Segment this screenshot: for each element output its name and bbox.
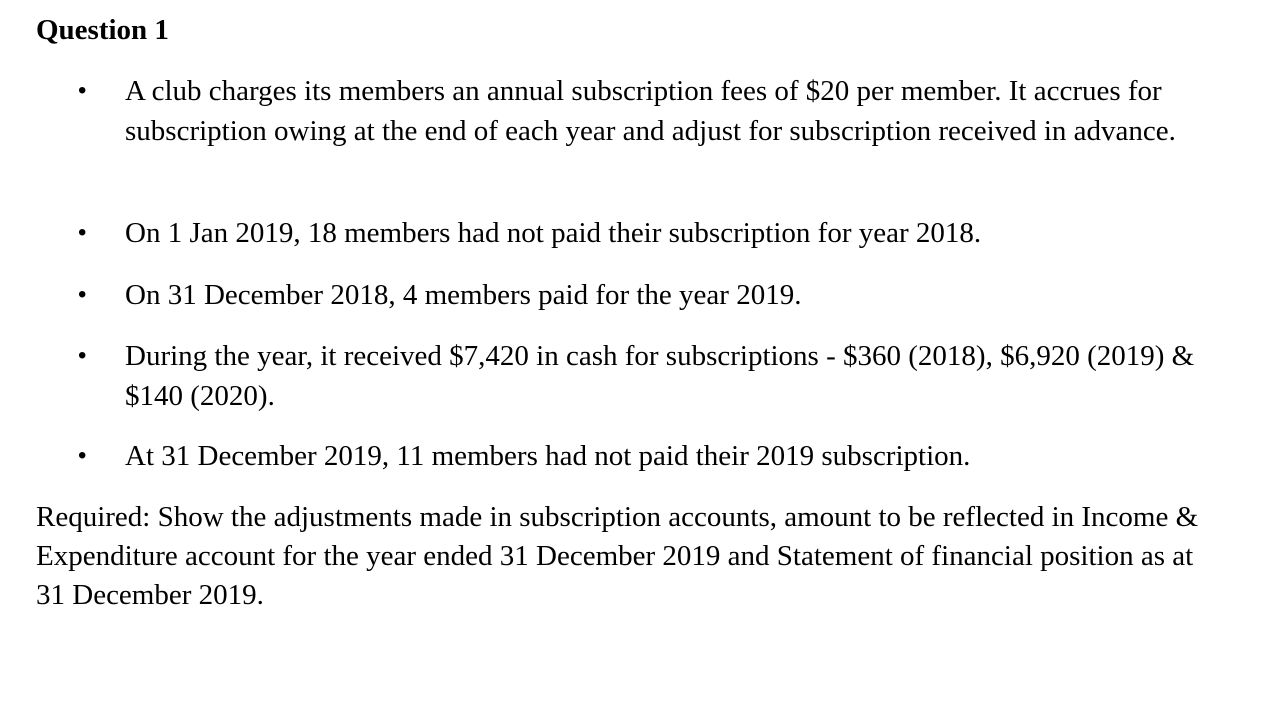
- bullet-icon: •: [78, 77, 87, 104]
- bullet-icon: •: [78, 281, 87, 308]
- required-paragraph: Required: Show the adjustments made in subscription accounts, amount to be reflected in Income & Expenditure account for the year ended 31 December 2019 and Statement of financial position as at 31 December 2019.: [36, 501, 1199, 611]
- bullet-text: A club charges its members an annual subscription fees of $20 per member. It accrues for subscription owing at the end of each year and adjust for subscription received in advance.: [125, 75, 1176, 147]
- question-heading: Question 1: [36, 14, 169, 46]
- bullet-text: On 1 Jan 2019, 18 members had not paid their subscription for year 2018.: [125, 217, 982, 249]
- bullet-text: On 31 December 2018, 4 members paid for the year 2019.: [125, 279, 802, 311]
- bullet-icon: •: [78, 219, 87, 246]
- bullet-text: At 31 December 2019, 11 members had not paid their 2019 subscription.: [125, 440, 971, 472]
- bullet-icon: •: [78, 442, 87, 469]
- bullet-icon: •: [78, 342, 87, 369]
- bullet-text: During the year, it received $7,420 in cash for subscriptions - $360 (2018), $6,920 (2019) & $140 (2020).: [125, 340, 1195, 412]
